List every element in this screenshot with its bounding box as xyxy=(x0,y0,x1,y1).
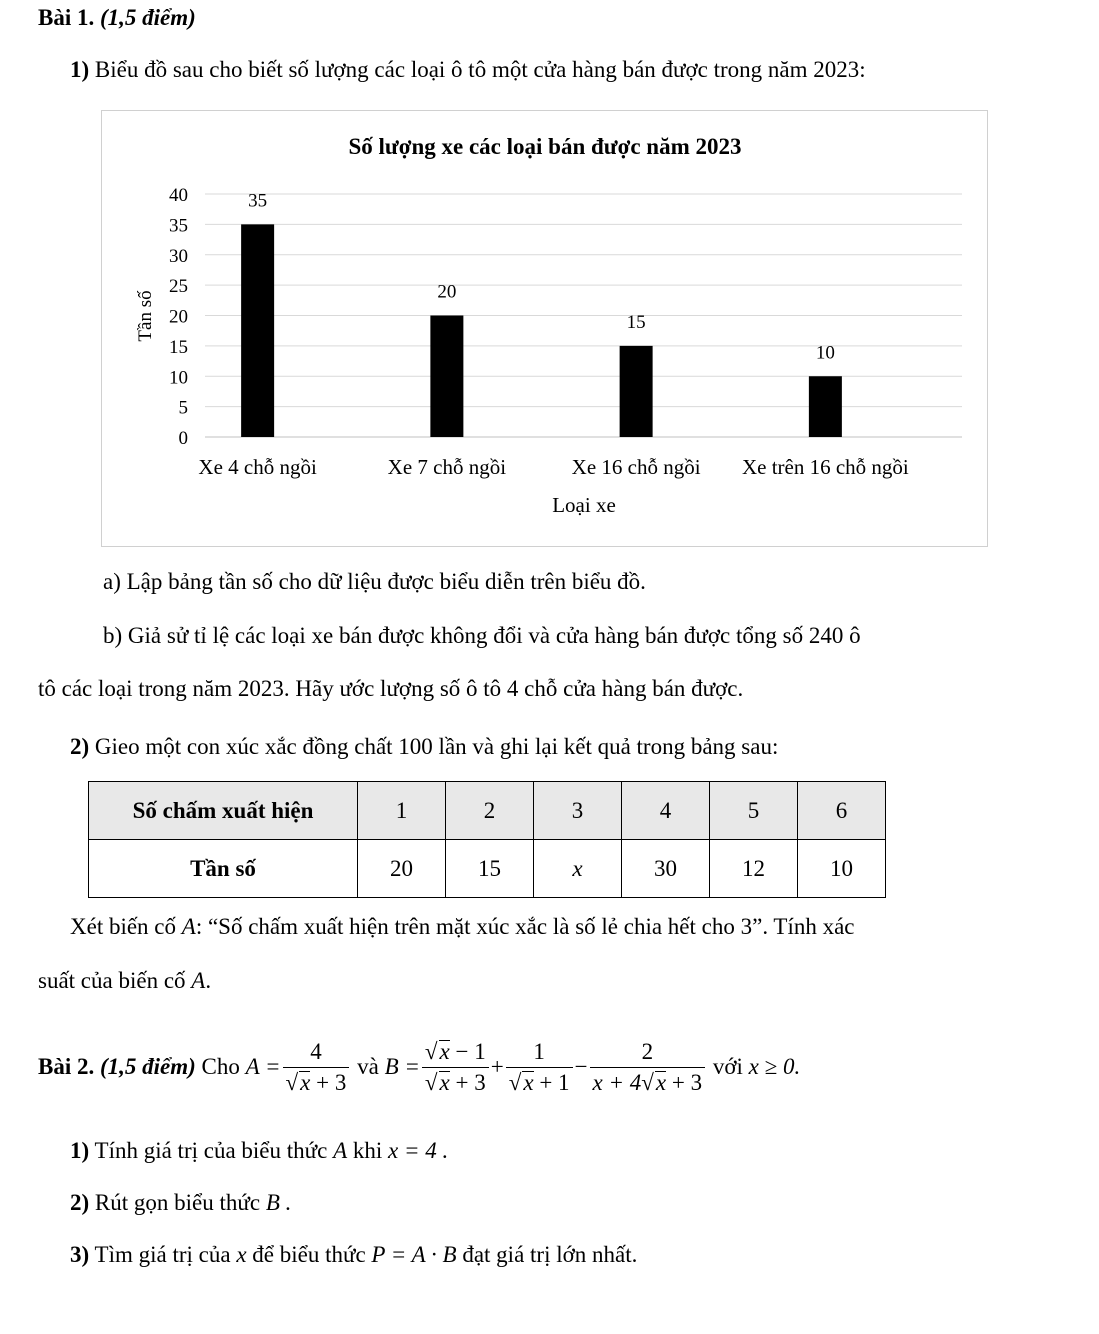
bai2-points: (1,5 điểm) xyxy=(99,1054,196,1079)
condition: x ≥ 0. xyxy=(748,1054,801,1079)
y-tick-label: 30 xyxy=(169,245,188,267)
table-cell: 15 xyxy=(446,840,534,898)
table-cell: 4 xyxy=(622,782,710,840)
expr-A-lhs: A = xyxy=(245,1054,281,1079)
y-tick-label: 40 xyxy=(169,185,188,206)
bar xyxy=(241,224,274,437)
table-row-faces xyxy=(89,782,886,840)
y-tick-label: 0 xyxy=(178,428,188,449)
bai2-statement: Bài 2. (1,5 điểm) Cho A = $\frac{4}{√x + 3}$ và B = $\frac{√x - 1}{√x + 3}$ + $\frac{1}{√x + 1}$ − $\frac{2}{x + 4√x + 3}$ với x ≥ 0. xyxy=(38,1038,801,1095)
fraction-B1: $\frac{√x - 1}{√x + 3}$ xyxy=(422,1039,489,1096)
data-label: 10 xyxy=(815,342,835,364)
table-cell: 1 xyxy=(358,782,446,840)
y-tick-label: 10 xyxy=(169,367,188,389)
event-line1: Xét biến cố A: “Số chấm xuất hiện trên mặt xúc xắc là số lẻ chia hết cho 3”. Tính xác xyxy=(70,914,855,939)
dice-frequency-table xyxy=(88,781,886,898)
y-tick-label: 15 xyxy=(169,336,188,358)
expr-B-lhs: B = xyxy=(384,1054,420,1079)
row-label-frequency: Tần số xyxy=(190,855,256,881)
table-cell: 20 xyxy=(358,840,446,898)
bar xyxy=(620,346,653,437)
part2-text: Gieo một con xúc xắc đồng chất 100 lần và ghi lại kết quả trong bảng sau: xyxy=(94,734,779,759)
table-cell: 2 xyxy=(446,782,534,840)
x-tick-label: Xe 7 chỗ ngồi xyxy=(387,455,507,479)
question-a: a) Lập bảng tần số cho dữ liệu được biểu diễn trên biểu đồ. xyxy=(103,569,646,594)
table-cell: 12 xyxy=(710,840,798,898)
x-tick-label: Xe 4 chỗ ngồi xyxy=(198,455,317,479)
x-tick-label: Xe 16 chỗ ngồi xyxy=(571,455,701,479)
part1-text: Biểu đồ sau cho biết số lượng các loại ô tô một cửa hàng bán được trong năm 2023: xyxy=(94,57,866,82)
row-label-faces: Số chấm xuất hiện xyxy=(132,797,314,823)
sqrt-symbol: √ xyxy=(285,1069,299,1095)
table-row-frequency xyxy=(89,840,886,898)
data-label: 20 xyxy=(437,281,457,303)
chart-title: Số lượng xe các loại bán được năm 2023 xyxy=(348,134,742,159)
fraction-A: $\frac{4}{√x + 3}$ xyxy=(283,1039,350,1096)
part2-intro xyxy=(70,733,778,761)
bai2-question3: 3) Tìm giá trị của x để biểu thức P = A · B đạt giá trị lớn nhất. xyxy=(70,1242,638,1267)
part2-number: 2) xyxy=(70,734,90,759)
fraction-B2: $\frac{1}{√x + 1}$ xyxy=(506,1039,573,1096)
bar xyxy=(809,376,842,437)
question-b-line1: b) Giả sử tỉ lệ các loại xe bán được không đổi và cửa hàng bán được tổng số 240 ô xyxy=(103,623,861,648)
y-tick-label: 25 xyxy=(169,276,188,298)
bar-chart-svg xyxy=(0,0,1099,560)
bai2-question1: 1) Tính giá trị của biểu thức A khi x = 4 . xyxy=(70,1138,449,1163)
x-axis-label: Loại xe xyxy=(552,493,616,517)
table-cell-unknown: x xyxy=(534,840,622,898)
bai2-question2: 2) Rút gọn biểu thức B . xyxy=(70,1190,292,1215)
y-axis-label: Tần số xyxy=(135,290,156,342)
table-cell: 30 xyxy=(622,840,710,898)
part1-number: 1) xyxy=(70,57,90,82)
table-cell: 5 xyxy=(710,782,798,840)
table-cell: 10 xyxy=(798,840,886,898)
bai1-title: Bài 1. xyxy=(38,5,95,30)
fraction-B3: $\frac{2}{x + 4√x + 3}$ xyxy=(590,1039,706,1096)
x-tick-label: Xe trên 16 chỗ ngồi xyxy=(741,455,909,479)
data-label: 15 xyxy=(626,311,646,333)
y-tick-label: 20 xyxy=(169,306,188,328)
question-b-line2: tô các loại trong năm 2023. Hãy ước lượng số ô tô 4 chỗ cửa hàng bán được. xyxy=(38,676,744,701)
y-tick-label: 5 xyxy=(178,397,188,419)
bai2-title: Bài 2. xyxy=(38,1054,95,1079)
event-line2: suất của biến cố A. xyxy=(38,968,212,993)
table-cell: 6 xyxy=(798,782,886,840)
data-label: 35 xyxy=(248,190,268,212)
y-tick-label: 35 xyxy=(169,215,188,237)
bar xyxy=(430,316,463,438)
bai1-points: (1,5 điểm) xyxy=(99,5,196,30)
table-cell: 3 xyxy=(534,782,622,840)
